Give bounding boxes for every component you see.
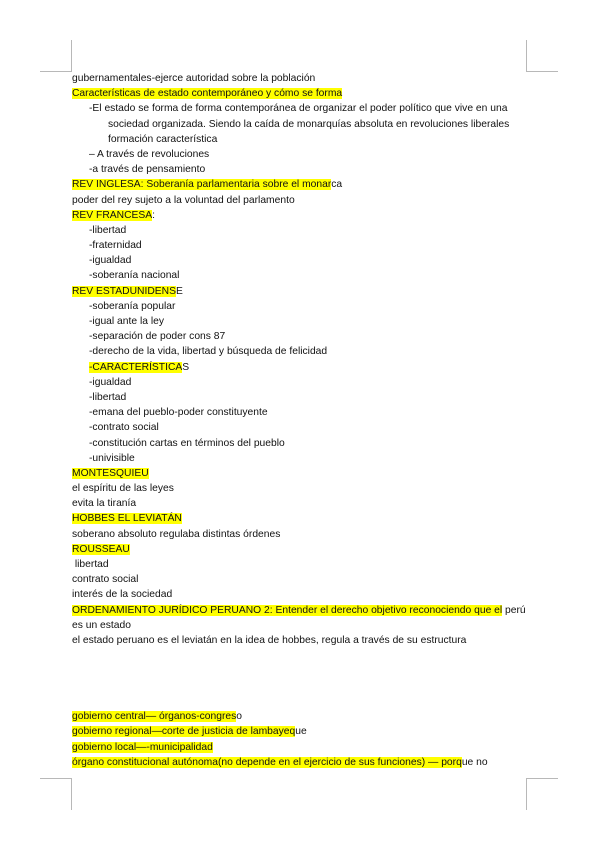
plain-text: -igualdad [89,255,132,267]
highlighted-text: REV ESTADUNIDENS [72,285,176,297]
plain-text: ue no [461,756,488,768]
plain-text: evita la tiranía [72,498,137,510]
plain-text: S [182,361,190,373]
heading-line [72,177,542,192]
highlighted-text: gobierno local—-municipalidad [72,741,213,753]
blank-space [72,648,542,709]
text-line [72,527,542,542]
list-item [72,360,542,375]
list-item [72,314,542,329]
plain-text: libertad [72,559,109,571]
plain-text: -contrato social [89,422,159,434]
highlighted-text: ROUSSEAU [72,543,130,555]
plain-text: -a través de pensamiento [89,164,206,176]
list-item [72,299,542,314]
plain-text: o [236,711,243,723]
text-line [72,496,542,511]
list-item [72,238,542,253]
text-line [72,587,542,602]
list-item [72,344,542,359]
plain-text: -soberanía popular [89,300,176,312]
text-line [72,71,542,86]
crop-mark-bottom-left-horizontal [40,778,72,779]
heading-line [72,603,542,618]
list-item [72,451,542,466]
text-line [72,557,542,572]
plain-text: -separación de poder cons 87 [89,331,226,343]
plain-text: ca [331,179,343,191]
plain-text: -univisible [89,452,135,464]
text-line [72,481,542,496]
crop-mark-bottom-right-horizontal [526,778,558,779]
plain-text: -El estado se forma de forma contemporánea de organizar el poder político que vive en una sociedad organizada. Siendo la caída de monarquías absoluta en revoluciones liberales formación característica [89,103,510,145]
highlighted-text: órgano constitucional autónoma(no depende en el ejercicio de sus funciones) — porq [72,756,462,768]
highlighted-text: ORDENAMIENTO JURÍDICO PERUANO 2: Entender el derecho objetivo reconociendo que el [72,604,503,616]
plain-text: -derecho de la vida, libertad y búsqueda de felicidad [89,346,328,358]
crop-mark-top-left-horizontal [40,71,72,72]
plain-text: poder del rey sujeto a la voluntad del parlamento [72,194,295,206]
heading-line [72,511,542,526]
list-item [72,223,542,238]
plain-text: E [175,285,183,297]
list-item [72,147,542,162]
heading-line [72,208,542,223]
list-item [72,162,542,177]
list-item [72,436,542,451]
text-line [72,618,542,633]
plain-text: : [152,209,155,221]
plain-text: -libertad [89,391,127,403]
highlighted-text: Características de estado contemporáneo y cómo se forma [72,88,343,100]
plain-text: -emana del pueblo-poder constituyente [89,407,268,419]
plain-text: -libertad [89,224,127,236]
plain-text: gubernamentales-ejerce autoridad sobre la población [72,73,316,84]
plain-text: interés de la sociedad [72,589,173,601]
list-item [72,329,542,344]
list-item [72,268,542,283]
plain-text: el estado peruano es el leviatán en la idea de hobbes, regula a través de su estructura [72,634,467,646]
crop-mark-top-left-vertical [71,40,72,72]
plain-text: -constitución cartas en términos del pueblo [89,437,285,449]
list-item [72,375,542,390]
heading-line [72,86,542,101]
heading-line [72,724,542,739]
crop-mark-bottom-left-vertical [71,778,72,810]
highlighted-text: HOBBES EL LEVIATÁN [72,513,182,525]
plain-text: -igualdad [89,376,132,388]
list-item [72,253,542,268]
text-line [72,193,542,208]
plain-text: perú [502,604,526,616]
crop-mark-top-right-vertical [526,40,527,72]
highlighted-text: gobierno regional—corte de justicia de lambayeq [72,726,296,738]
highlighted-text: gobierno central— órganos-congres [72,711,237,723]
highlighted-text: REV FRANCESA [72,209,153,221]
list-item [72,405,542,420]
paragraph-line [72,101,542,147]
text-line [72,633,542,648]
plain-text: – A través de revoluciones [89,148,210,160]
heading-line [72,466,542,481]
heading-line [72,755,542,770]
crop-mark-bottom-right-vertical [526,778,527,810]
plain-text: -soberanía nacional [89,270,180,282]
heading-line [72,284,542,299]
plain-text: soberano absoluto regulaba distintas órdenes [72,528,281,540]
highlighted-text: MONTESQUIEU [72,467,149,479]
heading-line [72,740,542,755]
plain-text: es un estado [72,619,131,631]
plain-text: ue [295,726,307,738]
list-item [72,390,542,405]
text-line [72,572,542,587]
heading-line [72,709,542,724]
plain-text: -igual ante la ley [89,316,164,328]
document-body[interactable] [72,71,542,770]
highlighted-text: REV INGLESA: Soberanía parlamentaria sobre el monar [72,179,332,191]
plain-text: contrato social [72,574,139,586]
plain-text: -fraternidad [89,240,142,252]
list-item [72,420,542,435]
plain-text: el espíritu de las leyes [72,483,174,495]
highlighted-text: -CARACTERÍSTICA [89,361,183,373]
heading-line [72,542,542,557]
